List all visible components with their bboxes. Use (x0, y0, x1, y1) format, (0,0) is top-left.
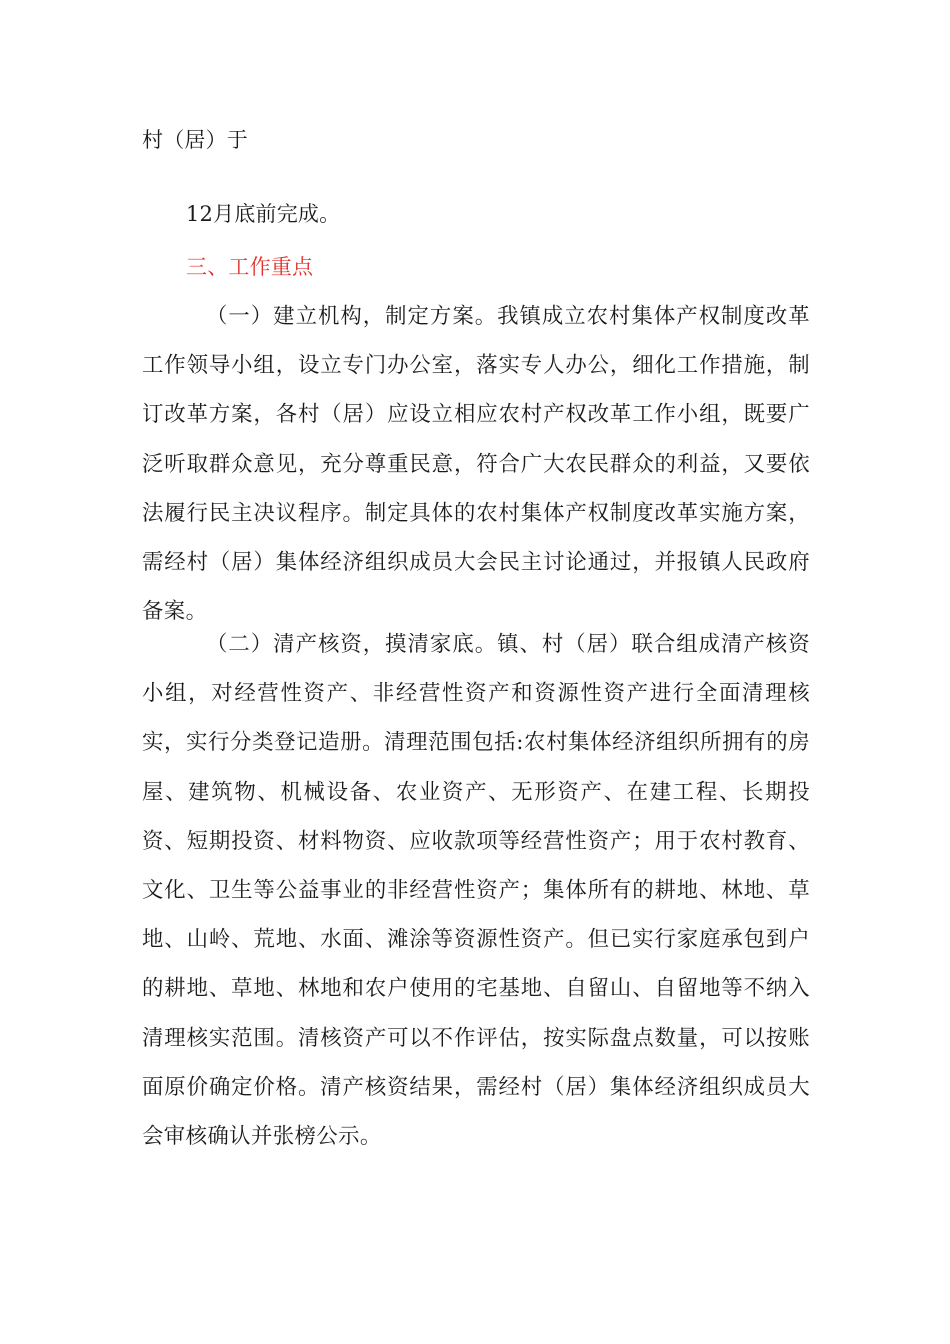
text-line-village: 村（居）于 (142, 128, 248, 152)
section-heading: 三、工作重点 (186, 255, 314, 279)
paragraph-establish-organization: （一）建立机构，制定方案。我镇成立农村集体产权制度改革工作领导小组，设立专门办公室，落实专人办公，细化工作措施，制订改革方案，各村（居）应设立相应农村产权改革工作小组，既要广泛听取群众意见，充分尊重民意，符合广大农民群众的利益，又要依法履行民主决议程序。制定具体的农村集体产权制度改革实施方案，需经村（居）集体经济组织成员大会民主讨论通过，并报镇人民政府备案。 (142, 304, 810, 625)
text-line-deadline: 12月底前完成。 (186, 202, 341, 226)
paragraph-asset-verification: （二）清产核资，摸清家底。镇、村（居）联合组成清产核资小组，对经营性资产、非经营性资产和资源性资产进行全面清理核实，实行分类登记造册。清理范围包括:农村集体经济组织所拥有的房屋、建筑物、机械设备、农业资产、无形资产、在建工程、长期投资、短期投资、材料物资、应收款项等经营性资产；用于农村教育、文化、卫生等公益事业的非经营性资产；集体所有的耕地、林地、草地、山岭、荒地、水面、滩涂等资源性资产。但已实行家庭承包到户的耕地、草地、林地和农户使用的宅基地、自留山、自留地等不纳入清理核实范围。清核资产可以不作评估，按实际盘点数量，可以按账面原价确定价格。清产核资结果，需经村（居）集体经济组织成员大会审核确认并张榜公示。 (142, 632, 810, 1150)
